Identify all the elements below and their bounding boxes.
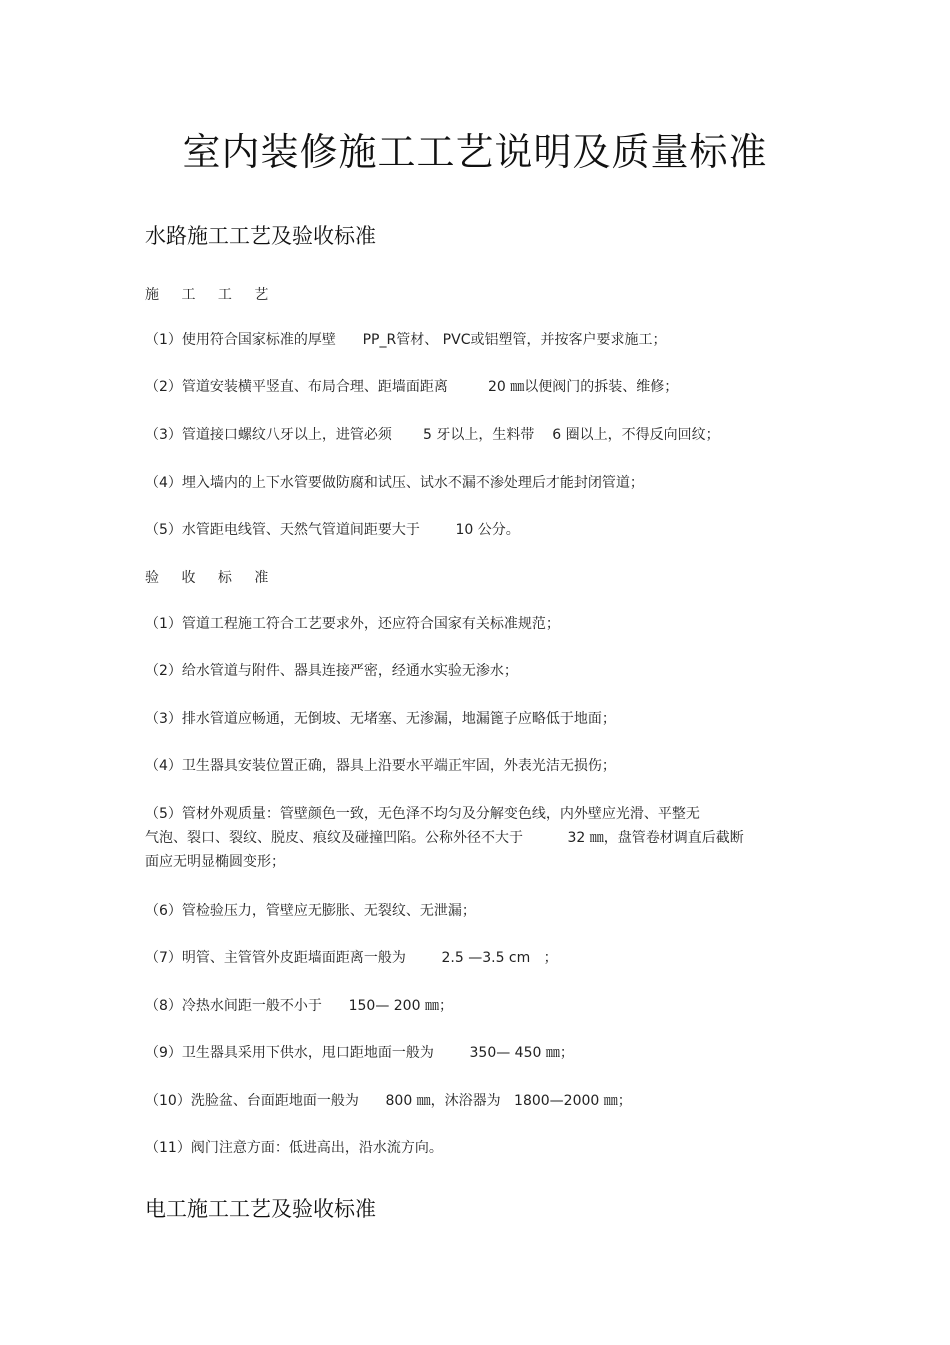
- process-item-5: （5）水管距电线管、天然气管道间距要大于 10 公分。: [145, 522, 520, 538]
- process-item-2: （2）管道安装横平竖直、布局合理、距墙面距离 20 ㎜以便阀门的拆装、维修；: [145, 379, 679, 395]
- acceptance-item-6: （6）管检验压力，管壁应无膨胀、无裂纹、无泄漏；: [145, 903, 476, 919]
- process-heading: 施 工 工 艺: [145, 287, 278, 303]
- acceptance-item-3: （3）排水管道应畅通，无倒坡、无堵塞、无渗漏，地漏篦子应略低于地面；: [145, 711, 616, 727]
- acceptance-item-9: （9）卫生器具采用下供水，甩口距地面一般为 350— 450 ㎜；: [145, 1045, 574, 1061]
- acceptance-item-7: （7）明管、主管管外皮距墙面距离一般为 2.5 —3.5 cm ；: [145, 950, 558, 966]
- acceptance-item-11: （11）阀门注意方面：低进高出，沿水流方向。: [145, 1140, 443, 1156]
- acceptance-item-10: （10）洗脸盆、台面距地面一般为 800 ㎜，沐浴器为 1800—2000 ㎜；: [145, 1093, 632, 1109]
- section-heading-electrical: 电工施工工艺及验收标准: [145, 1197, 376, 1221]
- process-item-4: （4）埋入墙内的上下水管要做防腐和试压、试水不漏不渗处理后才能封闭管道；: [145, 475, 644, 491]
- acceptance-item-8: （8）冷热水间距一般不小于 150— 200 ㎜；: [145, 998, 453, 1014]
- section-heading-plumbing: 水路施工工艺及验收标准: [145, 224, 376, 248]
- acceptance-heading: 验 收 标 准: [145, 570, 278, 586]
- acceptance-item-2: （2）给水管道与附件、器具连接严密，经通水实验无渗水；: [145, 663, 518, 679]
- process-item-3: （3）管道接口螺纹八牙以上，进管必须 5 牙以上，生料带 6 圈以上，不得反向回纹；: [145, 427, 720, 443]
- document-title: 室内装修施工工艺说明及质量标准: [182, 130, 768, 174]
- process-item-1: （1）使用符合国家标准的厚壁 PP_R管材、 PVC或铝塑管，并按客户要求施工；: [145, 332, 667, 348]
- acceptance-item-1: （1）管道工程施工符合工艺要求外，还应符合国家有关标准规范；: [145, 616, 560, 632]
- acceptance-item-5: （5）管材外观质量：管壁颜色一致，无色泽不均匀及分解变色线，内外壁应光滑、平整无 气泡、裂口、裂纹、脱皮、痕纹及碰撞凹陷。公称外径不大于 32 ㎜，盘管卷材调直后截断 面应无明显椭圆变形；: [145, 806, 744, 870]
- acceptance-item-4: （4）卫生器具安装位置正确，器具上沿要水平端正牢固，外表光洁无损伤；: [145, 758, 616, 774]
